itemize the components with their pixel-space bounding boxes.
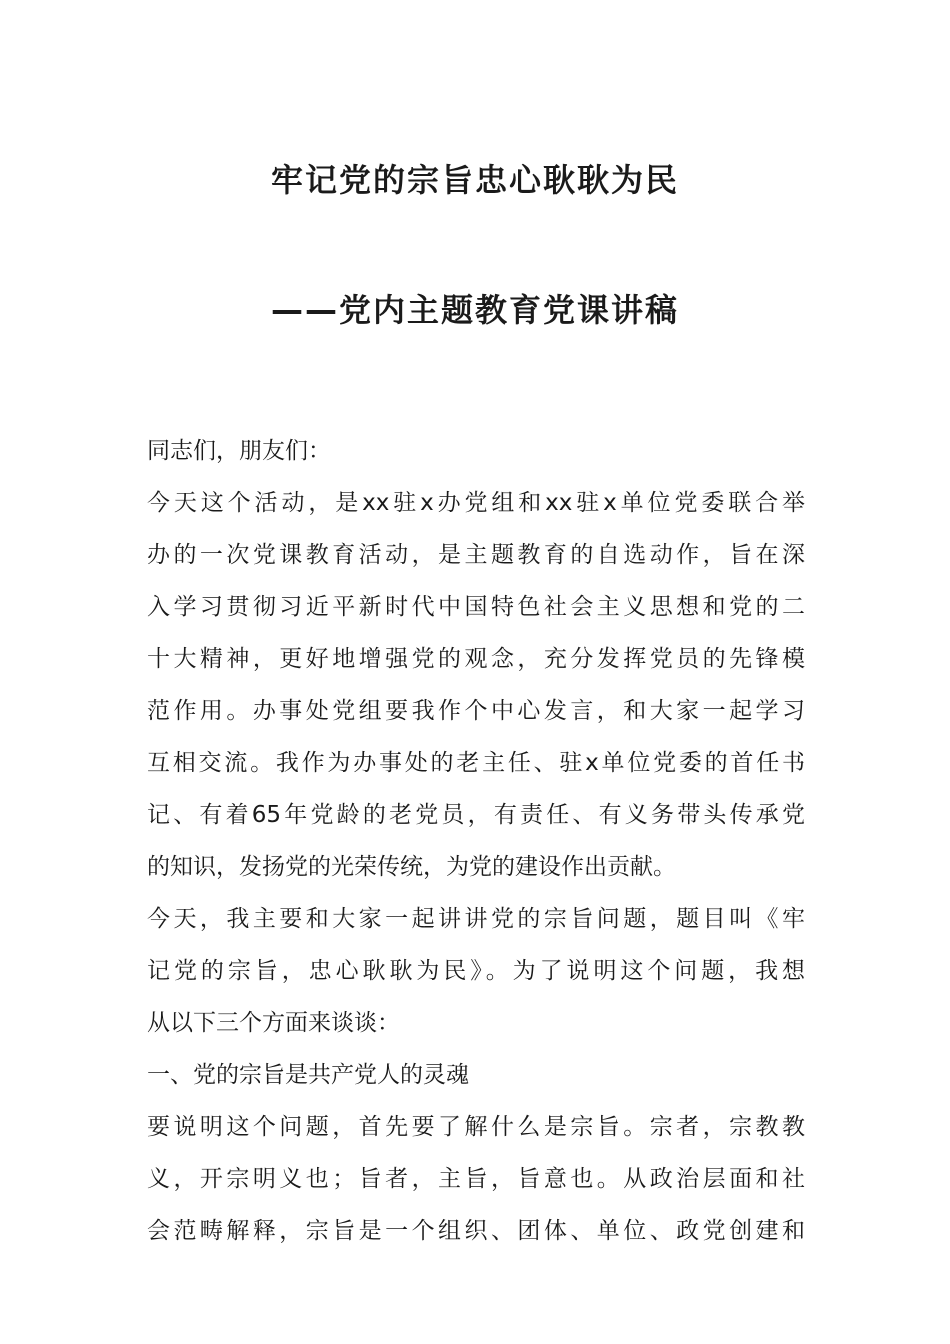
body-line: 义，开宗明义也；旨者，主旨，旨意也。从政治层面和社 — [147, 1166, 805, 1192]
body-line: 入学习贯彻习近平新时代中国特色社会主义思想和党的二 — [147, 594, 805, 620]
body-line: 的知识，发扬党的光荣传统，为党的建设作出贡献。 — [147, 854, 676, 880]
body-line: 互相交流。我作为办事处的老主任、驻x单位党委的首任书 — [147, 750, 805, 776]
document-body — [147, 425, 805, 1257]
body-line: 从以下三个方面来谈谈： — [147, 1010, 400, 1036]
body-line: 今天，我主要和大家一起讲讲党的宗旨问题，题目叫《牢 — [147, 906, 805, 932]
body-line: 记党的宗旨，忠心耿耿为民》。为了说明这个问题，我想 — [147, 958, 805, 984]
body-line: 今天这个活动，是xx驻x办党组和xx驻x单位党委联合举 — [147, 490, 805, 516]
document-title: 牢记党的宗旨忠心耿耿为民 — [270, 161, 679, 199]
body-line: 十大精神，更好地增强党的观念，充分发挥党员的先锋模 — [147, 646, 805, 672]
document-subtitle: ——党内主题教育党课讲稿 — [270, 291, 679, 329]
body-line: 范作用。办事处党组要我作个中心发言，和大家一起学习 — [147, 698, 805, 724]
body-line: 要说明这个问题，首先要了解什么是宗旨。宗者，宗教教 — [147, 1114, 805, 1140]
body-line: 记、有着65年党龄的老党员，有责任、有义务带头传承党 — [147, 802, 805, 828]
body-line: 同志们，朋友们： — [147, 438, 331, 464]
body-line: 会范畴解释，宗旨是一个组织、团体、单位、政党创建和 — [147, 1218, 805, 1244]
body-line: 一、党的宗旨是共产党人的灵魂 — [147, 1062, 469, 1088]
body-line: 办的一次党课教育活动，是主题教育的自选动作，旨在深 — [147, 542, 805, 568]
